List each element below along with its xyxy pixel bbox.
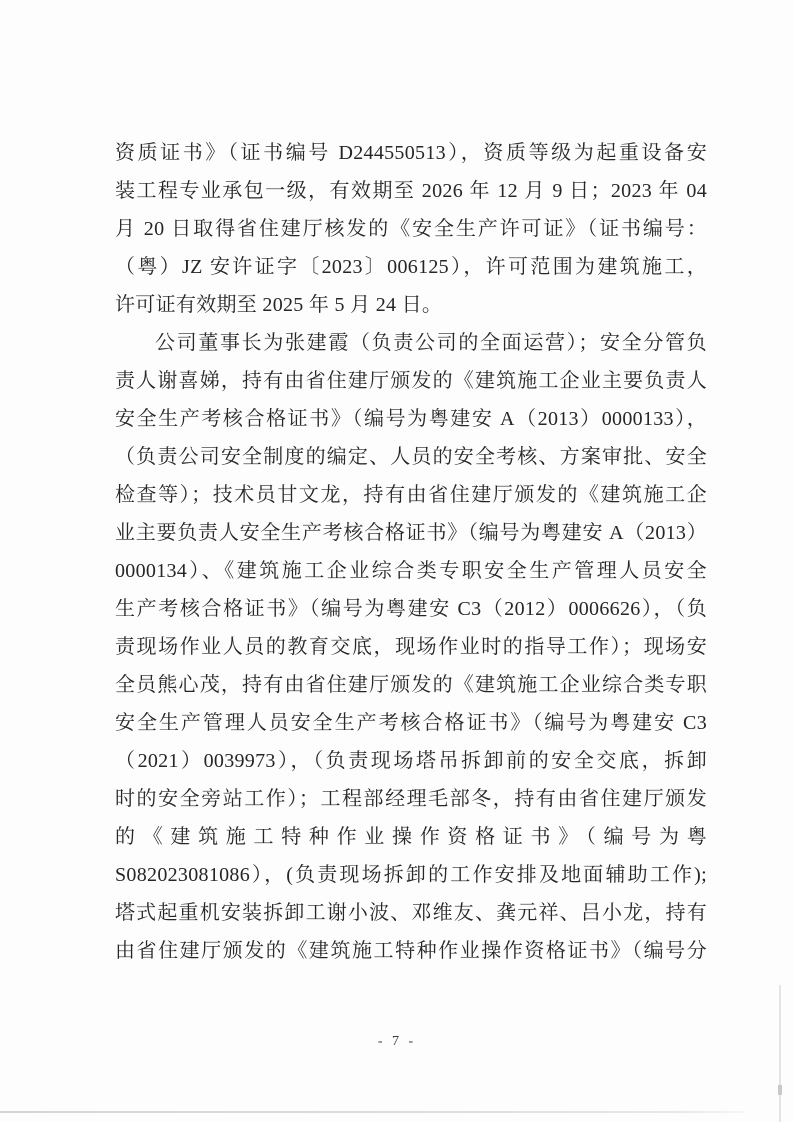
text-line: 的《建筑施工特种作业操作资格证书》（编号为粤 <box>115 826 707 848</box>
scan-artifact-right-edge-line <box>779 985 781 1122</box>
text-line: 资质证书》（证书编号 D244550513），资质等级为起重设备安 <box>115 142 707 164</box>
text-line: 时的安全旁站工作）；工程部经理毛部冬，持有由省住建厅颁发 <box>115 788 707 810</box>
text-line: 公司董事长为张建霞（负责公司的全面运营）；安全分管负 <box>155 332 707 354</box>
text-line: 月 20 日取得省住建厅核发的《安全生产许可证》（证书编号： <box>115 218 707 240</box>
text-line: （负责公司安全制度的编定、人员的安全考核、方案审批、安全 <box>115 446 707 468</box>
text-line: 许可证有效期至 2025 年 5 月 24 日。 <box>115 294 443 316</box>
text-line: 责人谢喜娣，持有由省住建厅颁发的《建筑施工企业主要负责人 <box>115 370 707 392</box>
text-line: 0000134）、《建筑施工企业综合类专职安全生产管理人员安全 <box>115 560 707 582</box>
scan-artifact-right-edge-tick <box>778 1085 782 1095</box>
scan-artifact-bottom-shadow-line <box>0 1111 745 1113</box>
text-line: （粤）JZ 安许证字〔2023〕006125），许可范围为建筑施工， <box>115 256 707 278</box>
page-number: - 7 - <box>377 1034 417 1049</box>
text-line: 塔式起重机安装拆卸工谢小波、邓维友、龚元祥、吕小龙，持有 <box>115 902 707 924</box>
text-line: 安全生产管理人员安全生产考核合格证书》（编号为粤建安 C3 <box>115 712 707 734</box>
text-line: 业主要负责人安全生产考核合格证书》（编号为粤建安 A（2013） <box>115 522 707 544</box>
text-line: 安全生产考核合格证书》（编号为粤建安 A（2013）0000133）， <box>115 408 707 430</box>
text-line: （2021）0039973），（负责现场塔吊拆卸前的安全交底，拆卸 <box>115 750 707 772</box>
text-line: 全员熊心茂，持有由省住建厅颁发的《建筑施工企业综合类专职 <box>115 674 707 696</box>
text-line: 由省住建厅颁发的《建筑施工特种作业操作资格证书》（编号分 <box>115 940 707 962</box>
document-body <box>115 134 707 970</box>
text-line: 检查等）；技术员甘文龙，持有由省住建厅颁发的《建筑施工企 <box>115 484 707 506</box>
text-line: 生产考核合格证书》（编号为粤建安 C3（2012）0006626），（负 <box>115 598 707 620</box>
text-line: S082023081086），(负责现场拆卸的工作安排及地面辅助工作); <box>115 864 707 886</box>
text-line: 装工程专业承包一级，有效期至 2026 年 12 月 9 日；2023 年 04 <box>115 180 707 202</box>
text-line: 责现场作业人员的教育交底，现场作业时的指导工作）；现场安 <box>115 636 707 658</box>
